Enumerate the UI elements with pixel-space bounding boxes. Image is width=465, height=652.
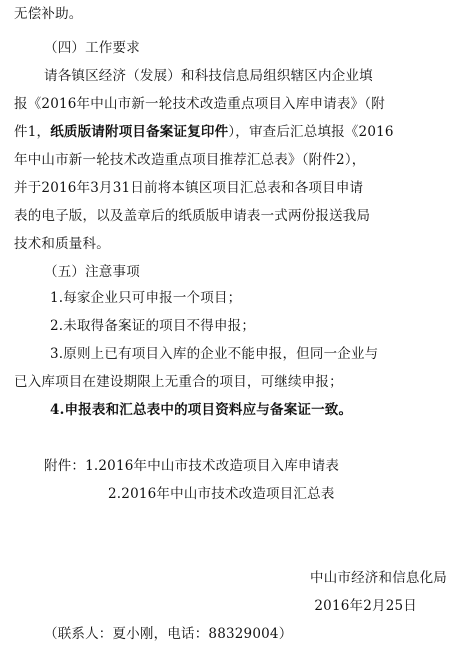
attachment-line-2: 2.2016年中山市技术改造项目汇总表	[108, 486, 335, 502]
para-4-line-3	[14, 122, 455, 142]
para-4-line-6: 表的电子版，以及盖章后的纸质版申请表一式两份报送我局	[14, 208, 371, 224]
issuer-name: 中山市经济和信息化局	[310, 570, 447, 586]
note-4: 4.申报表和汇总表中的项目资料应与备案证一致。	[50, 402, 353, 418]
note-1: 1.每家企业只可申报一个项目；	[50, 290, 242, 306]
para-4-line-3-part-a: 件1，	[14, 124, 51, 140]
para-4-line-7: 技术和质量科。	[14, 236, 110, 252]
contact-info: （联系人：夏小刚，电话：88329004）	[44, 626, 293, 642]
attachment-line-1: 附件：1.2016年中山市技术改造项目入库申请表	[44, 458, 340, 474]
para-4-line-2: 报《2016年中山市新一轮技术改造重点项目入库申请表》（附	[14, 96, 385, 112]
para-4-line-5: 并于2016年3月31日前将本镇区项目汇总表和各项目申请	[14, 180, 364, 196]
continuation-line: 无偿补助。	[14, 6, 83, 22]
para-4-line-3-part-b: ），审查后汇总填报《2016	[228, 124, 394, 140]
note-3-line-1: 3.原则上已有项目入库的企业不能申报，但同一企业与	[50, 346, 379, 362]
para-4-line-3-bold: 纸质版请附项目备案证复印件	[50, 124, 229, 140]
para-4-line-4: 年中山市新一轮技术改造重点项目推荐汇总表》（附件2），	[14, 152, 366, 168]
issue-date: 2016年2月25日	[314, 598, 417, 614]
para-4-line-1: 请各镇区经济（发展）和科技信息局组织辖区内企业填	[44, 68, 373, 84]
note-3-line-2: 已入库项目在建设期限上无重合的项目，可继续申报；	[14, 374, 343, 390]
note-2: 2.未取得备案证的项目不得申报；	[50, 318, 256, 334]
section-4-heading: （四）工作要求	[44, 40, 140, 56]
section-5-heading: （五）注意事项	[44, 264, 140, 280]
